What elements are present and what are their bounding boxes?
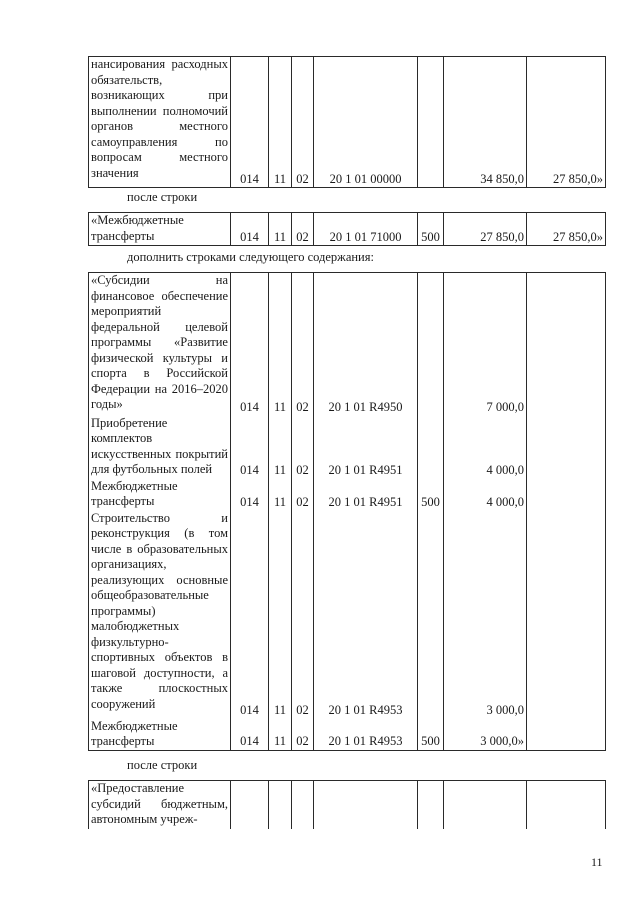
cell-sum-2 (527, 781, 606, 829)
cell-pr: 02 (292, 511, 314, 719)
budget-table-section-1 (88, 56, 606, 188)
cell-csr: 20 1 01 R4953 (314, 719, 418, 751)
cell-csr (314, 781, 418, 829)
row-name: Приобретение комплектов искусственных покрытий для футбольных полей (89, 416, 231, 479)
cell-rz: 11 (269, 213, 292, 246)
cell-sum-1 (444, 781, 527, 829)
cell-gr: 014 (231, 213, 269, 246)
cell-rz: 11 (269, 57, 292, 188)
row-name: «Субсидии на финансовое обеспечение мероприятий федеральной целевой программы «Развитие физической культуры и спорта в Российской Федерации на 2016–2020 годы» (89, 273, 231, 416)
cell-sum-1: 4 000,0 (444, 479, 527, 511)
cell-gr: 014 (231, 57, 269, 188)
cell-vr: 500 (418, 479, 444, 511)
cell-gr: 014 (231, 416, 269, 479)
cell-rz: 11 (269, 416, 292, 479)
cell-sum-1: 3 000,0» (444, 719, 527, 751)
cell-rz (269, 781, 292, 829)
cell-sum-2 (527, 719, 606, 751)
cell-sum-2 (527, 511, 606, 719)
row-name: Строительство и реконструкция (в том числе в образовательных организациях, реализующих основные общеобразовательные программы) малобюджетных физкультурно-спортивных объектов в шаговой доступности, а также плоскостных сооружений (89, 511, 231, 719)
cell-sum-1: 34 850,0 (444, 57, 527, 188)
row-name: Межбюджетные трансферты (89, 479, 231, 511)
cell-vr (418, 57, 444, 188)
cell-vr: 500 (418, 719, 444, 751)
table-row (89, 213, 606, 246)
cell-sum-2 (527, 479, 606, 511)
cell-rz: 11 (269, 479, 292, 511)
cell-csr: 20 1 01 R4953 (314, 511, 418, 719)
cell-vr (418, 416, 444, 479)
table-row (89, 57, 606, 188)
cell-sum-2 (527, 416, 606, 479)
cell-gr: 014 (231, 479, 269, 511)
row-name: Межбюджетные трансферты (89, 719, 231, 751)
row-name: «Предоставление субсидий бюджетным, автономным учреж- (89, 781, 231, 829)
row-name: нансирования расходных обязательств, возникающих при выполнении полномочий органов местного самоуправления по вопросам местного значения (89, 57, 231, 188)
table-row (89, 416, 606, 479)
cell-sum-2 (527, 273, 606, 416)
cell-csr: 20 1 01 71000 (314, 213, 418, 246)
row-name: «Межбюджетные трансферты (89, 213, 231, 246)
cell-pr (292, 781, 314, 829)
cell-vr (418, 511, 444, 719)
cell-rz: 11 (269, 273, 292, 416)
cell-pr: 02 (292, 416, 314, 479)
page-number: 11 (591, 855, 603, 869)
cell-vr (418, 781, 444, 829)
cell-sum-1: 4 000,0 (444, 416, 527, 479)
table-row (89, 511, 606, 719)
cell-vr (418, 273, 444, 416)
cell-pr: 02 (292, 719, 314, 751)
cell-pr: 02 (292, 479, 314, 511)
table-row (89, 719, 606, 751)
cell-csr: 20 1 01 R4951 (314, 479, 418, 511)
cell-pr: 02 (292, 213, 314, 246)
cell-csr: 20 1 01 00000 (314, 57, 418, 188)
cell-vr: 500 (418, 213, 444, 246)
cell-rz: 11 (269, 719, 292, 751)
table-row (89, 781, 606, 829)
cell-sum-2: 27 850,0» (527, 213, 606, 246)
cell-gr (231, 781, 269, 829)
cell-gr: 014 (231, 719, 269, 751)
cell-sum-2: 27 850,0» (527, 57, 606, 188)
cell-sum-1: 27 850,0 (444, 213, 527, 246)
cell-csr: 20 1 01 R4951 (314, 416, 418, 479)
cell-csr: 20 1 01 R4950 (314, 273, 418, 416)
cell-pr: 02 (292, 57, 314, 188)
instruction-add-rows: дополнить строками следующего содержания: (127, 250, 374, 264)
budget-table-section-2 (88, 212, 606, 246)
cell-gr: 014 (231, 273, 269, 416)
cell-sum-1: 7 000,0 (444, 273, 527, 416)
instruction-after-row: после строки (127, 190, 198, 204)
table-row (89, 479, 606, 511)
budget-table-section-4 (88, 780, 606, 829)
cell-gr: 014 (231, 511, 269, 719)
cell-pr: 02 (292, 273, 314, 416)
cell-rz: 11 (269, 511, 292, 719)
cell-sum-1: 3 000,0 (444, 511, 527, 719)
table-row (89, 273, 606, 416)
budget-table-section-3 (88, 272, 606, 751)
instruction-after-row: после строки (127, 758, 198, 772)
